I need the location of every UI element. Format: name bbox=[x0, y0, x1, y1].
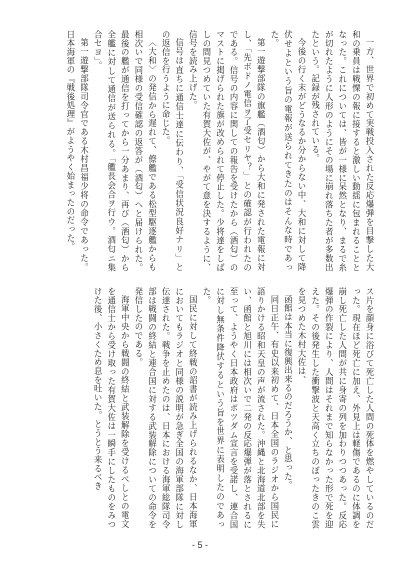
paragraph: 一方、世界で初めて実戦投入された反応爆弾を目撃した大和の乗員は戦慄の報に接すると激しい動揺に包まれることとなった。これについては、皆が一様に呆然となり、まるで糸が切れたように人形のようにその場に崩れ落ちた者が多数出たという。記録が残されている。 bbox=[310, 30, 375, 272]
paragraph: 同日正午、有史以来初めて、日本全国のラジオから国民に語りかける昭和天皇の声が流された。沖縄と北海道北部を失い、函館と旭川には相次いで二発の反応爆弾が落とされるに至って、ようやく日本政府はポツダム宣言を受諾し、連合国に対し無条件降伏するという旨を世界に表明したのであった。 bbox=[201, 287, 280, 529]
page-number: - 5 - bbox=[191, 540, 208, 550]
paragraph: 国民に対して終戦の詔書が読み上げられるなか、日本海軍においてもラジオと同様の説明が急ぎ全国の海軍部隊に対し伝達された。戦争を止めたのは、日本における海軍総隊司令部は戦闘の終結と連合国に対する武装解除についての命令を発信したのである。 bbox=[133, 287, 199, 529]
paragraph: 函館は本当に復興出来るのだろうか、と思った。 bbox=[283, 295, 294, 490]
paragraph: 今後の行く末がどうなるか分からない中、大和に対して降伏せよという旨の電報が送られてきたのはそんな時であった。 bbox=[269, 30, 308, 272]
paragraph: ス片を顔身に浴びて死亡した人間の死体を燃やしているのだった。現在ほど死亡に加え、外見上は軽傷であるのに体調を崩し死亡した人間が共に身寄の列を加わりつつあった。反応爆弾の作裂により、人間はそれまで知らなかった形で死を迎えた。その後発生した衝撃波と天高く立ちのぼったきのこ雲を見つめた木村大佐は、 bbox=[297, 287, 375, 529]
paragraph: 信号は直ちに通信士達に伝わり、「受信状況良好ナリ」との返信を行うように命じた。 bbox=[161, 30, 185, 272]
paragraph: 第一遊撃部隊司令官である木村昌福少将の命令であった。日本海軍の『戦後処理』がようやく始まったのだった。 bbox=[65, 30, 90, 272]
paragraph: 〈大和〉の発信から遅れて、僚艦である松型駆逐艦からも相次いで同様の受信確認の返答が（酒匂）へと届けられた。最後の艦が通信を打ってから一分あまり、再び（酒匂）から全艦に対して通信が送られる。「艦長会合ヲ行ウ。酒匂ニ集合セヨ」。 bbox=[93, 30, 158, 272]
paragraph: 海軍中央から戦闘の終結と武装解除を受けるべしとの電文を通信士から受け取った有賀大佐は一瞬手にしたものをみつけた後、小さくため息を吐いた。とうとう来るべき bbox=[93, 287, 131, 529]
paragraph: 第一遊撃部隊の旗艦（酒匂）から大和に発された電報に対し、「先ボドノ電信ヲ了受セリヤ？」との確認が行われたのである。信号の内容に関しての報告を受けたから（酒匂）のマストに掲げられた旗が改められて停止した。少将達をしばしの間見つめていた有賀大佐が、やがて意を決するように、信号を読み上げた。 bbox=[188, 30, 267, 272]
text-section-bottom bbox=[30, 287, 376, 529]
text-section-top bbox=[30, 30, 376, 272]
